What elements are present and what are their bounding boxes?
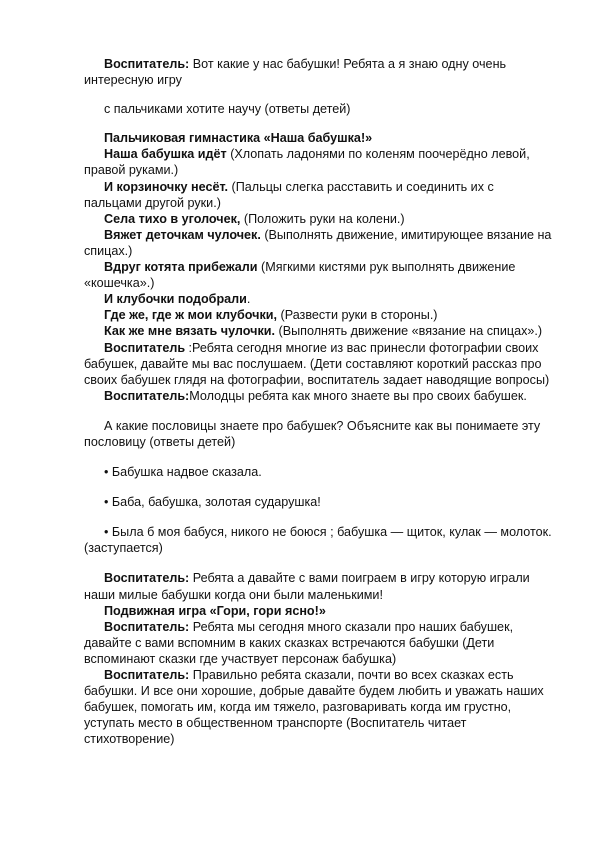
rhyme-text: Наша бабушка идёт bbox=[104, 147, 227, 162]
paragraph-text: Вот какие у нас бабушки! Ребята а я знаю одну очень интересную игру bbox=[84, 57, 507, 88]
instruction-text: (Хлопать ладонями по коленям поочерёдно левой, правой руками.) bbox=[84, 147, 530, 178]
proverb-2 bbox=[84, 494, 554, 510]
speaker-label: Воспитатель: bbox=[104, 619, 190, 634]
proverb-text: • Бабушка надвое сказала. bbox=[104, 465, 262, 480]
instruction-text: (Развести руки в стороны.) bbox=[277, 308, 438, 323]
rhyme-line-8 bbox=[84, 323, 554, 339]
paragraph-2 bbox=[84, 101, 554, 117]
paragraph-text: с пальчиками хотите научу (ответы детей) bbox=[104, 102, 351, 117]
rhyme-text: Как же мне вязать чулочки. bbox=[104, 324, 275, 339]
speaker-label: Воспитатель bbox=[104, 340, 186, 355]
proverb-text: • Была б моя бабуся, никого не боюся ; бабушка — щиток, кулак — молоток. (заступается) bbox=[84, 525, 552, 556]
instruction-text: (Выполнять движение, имитирующее вязание на спицах.) bbox=[84, 227, 552, 258]
rhyme-line-1 bbox=[84, 146, 554, 178]
section-title: Подвижная игра «Гори, гори ясно!» bbox=[104, 603, 326, 618]
paragraph-game-invite bbox=[84, 570, 554, 602]
paragraph-text: :Ребята сегодня многие из вас принесли фотографии своих бабушек, давайте мы вас послушаем. (Дети составляют короткий рассказ про своих бабушек глядя на фотографии, воспитатель задает наводящие вопросы) bbox=[84, 340, 550, 387]
instruction-text: (Мягкими кистями рук выполнять движение «кошечка».) bbox=[84, 260, 516, 291]
rhyme-text: И клубочки подобрали bbox=[104, 292, 247, 307]
instruction-text: . bbox=[246, 292, 251, 307]
speaker-label: Воспитатель: bbox=[104, 668, 190, 682]
paragraph-text: А какие пословицы знаете про бабушек? Объясните как вы понимаете эту пословицу (ответы детей) bbox=[84, 418, 541, 449]
document-page bbox=[84, 56, 554, 747]
rhyme-line-5 bbox=[84, 259, 554, 291]
rhyme-text: Где же, где ж мои клубочки, bbox=[104, 308, 278, 323]
speaker-label: Воспитатель: bbox=[104, 388, 190, 403]
rhyme-line-4 bbox=[84, 227, 554, 259]
paragraph-text: Молодцы ребята как много знаете вы про своих бабушек. bbox=[189, 388, 527, 403]
proverb-text: • Баба, бабушка, золотая сударушка! bbox=[104, 495, 321, 510]
paragraph-text: Ребята а давайте с вами поиграем в игру которую играли наши милые бабушки когда они были маленькими! bbox=[84, 571, 530, 602]
paragraph-proverbs-question bbox=[84, 418, 554, 450]
rhyme-line-6 bbox=[84, 291, 554, 307]
paragraph-1 bbox=[84, 56, 554, 88]
instruction-text: (Положить руки на колени.) bbox=[240, 211, 405, 226]
proverb-1 bbox=[84, 464, 554, 480]
gymnastics-title bbox=[84, 130, 554, 146]
instruction-text: (Выполнять движение «вязание на спицах».) bbox=[275, 324, 543, 339]
game-title bbox=[84, 603, 554, 619]
paragraph-text: Ребята мы сегодня много сказали про наших бабушек, давайте с вами вспомним в каких сказках встречаются бабушки (Дети вспоминают сказки где участвует персонаж бабушка) bbox=[84, 619, 514, 666]
proverb-3 bbox=[84, 524, 554, 556]
rhyme-text: Села тихо в уголочек, bbox=[104, 211, 241, 226]
paragraph-photos bbox=[84, 340, 554, 388]
rhyme-line-2 bbox=[84, 179, 554, 211]
rhyme-text: Вдруг котята прибежали bbox=[104, 260, 258, 275]
rhyme-line-3 bbox=[84, 211, 554, 227]
paragraph-fairytales bbox=[84, 619, 554, 667]
speaker-label: Воспитатель: bbox=[104, 57, 190, 71]
paragraph-conclusion bbox=[84, 667, 554, 747]
speaker-label: Воспитатель: bbox=[104, 571, 190, 586]
rhyme-text: Вяжет деточкам чулочек. bbox=[104, 227, 261, 242]
section-title: Пальчиковая гимнастика «Наша бабушка!» bbox=[104, 131, 373, 146]
paragraph-text: Правильно ребята сказали, почти во всех сказках есть бабушки. И все они хорошие, добрые давайте будем любить и уважать наших бабушек, помогать им, когда им тяжело, разговаривать когда им грустно, уступать место в общественном транспорте (Воспитатель читает стихотворение) bbox=[84, 668, 544, 747]
rhyme-line-7 bbox=[84, 307, 554, 323]
rhyme-text: И корзиночку несёт. bbox=[104, 179, 229, 194]
paragraph-praise bbox=[84, 388, 554, 404]
instruction-text: (Пальцы слегка расставить и соединить их с пальцами другой руки.) bbox=[84, 179, 494, 210]
